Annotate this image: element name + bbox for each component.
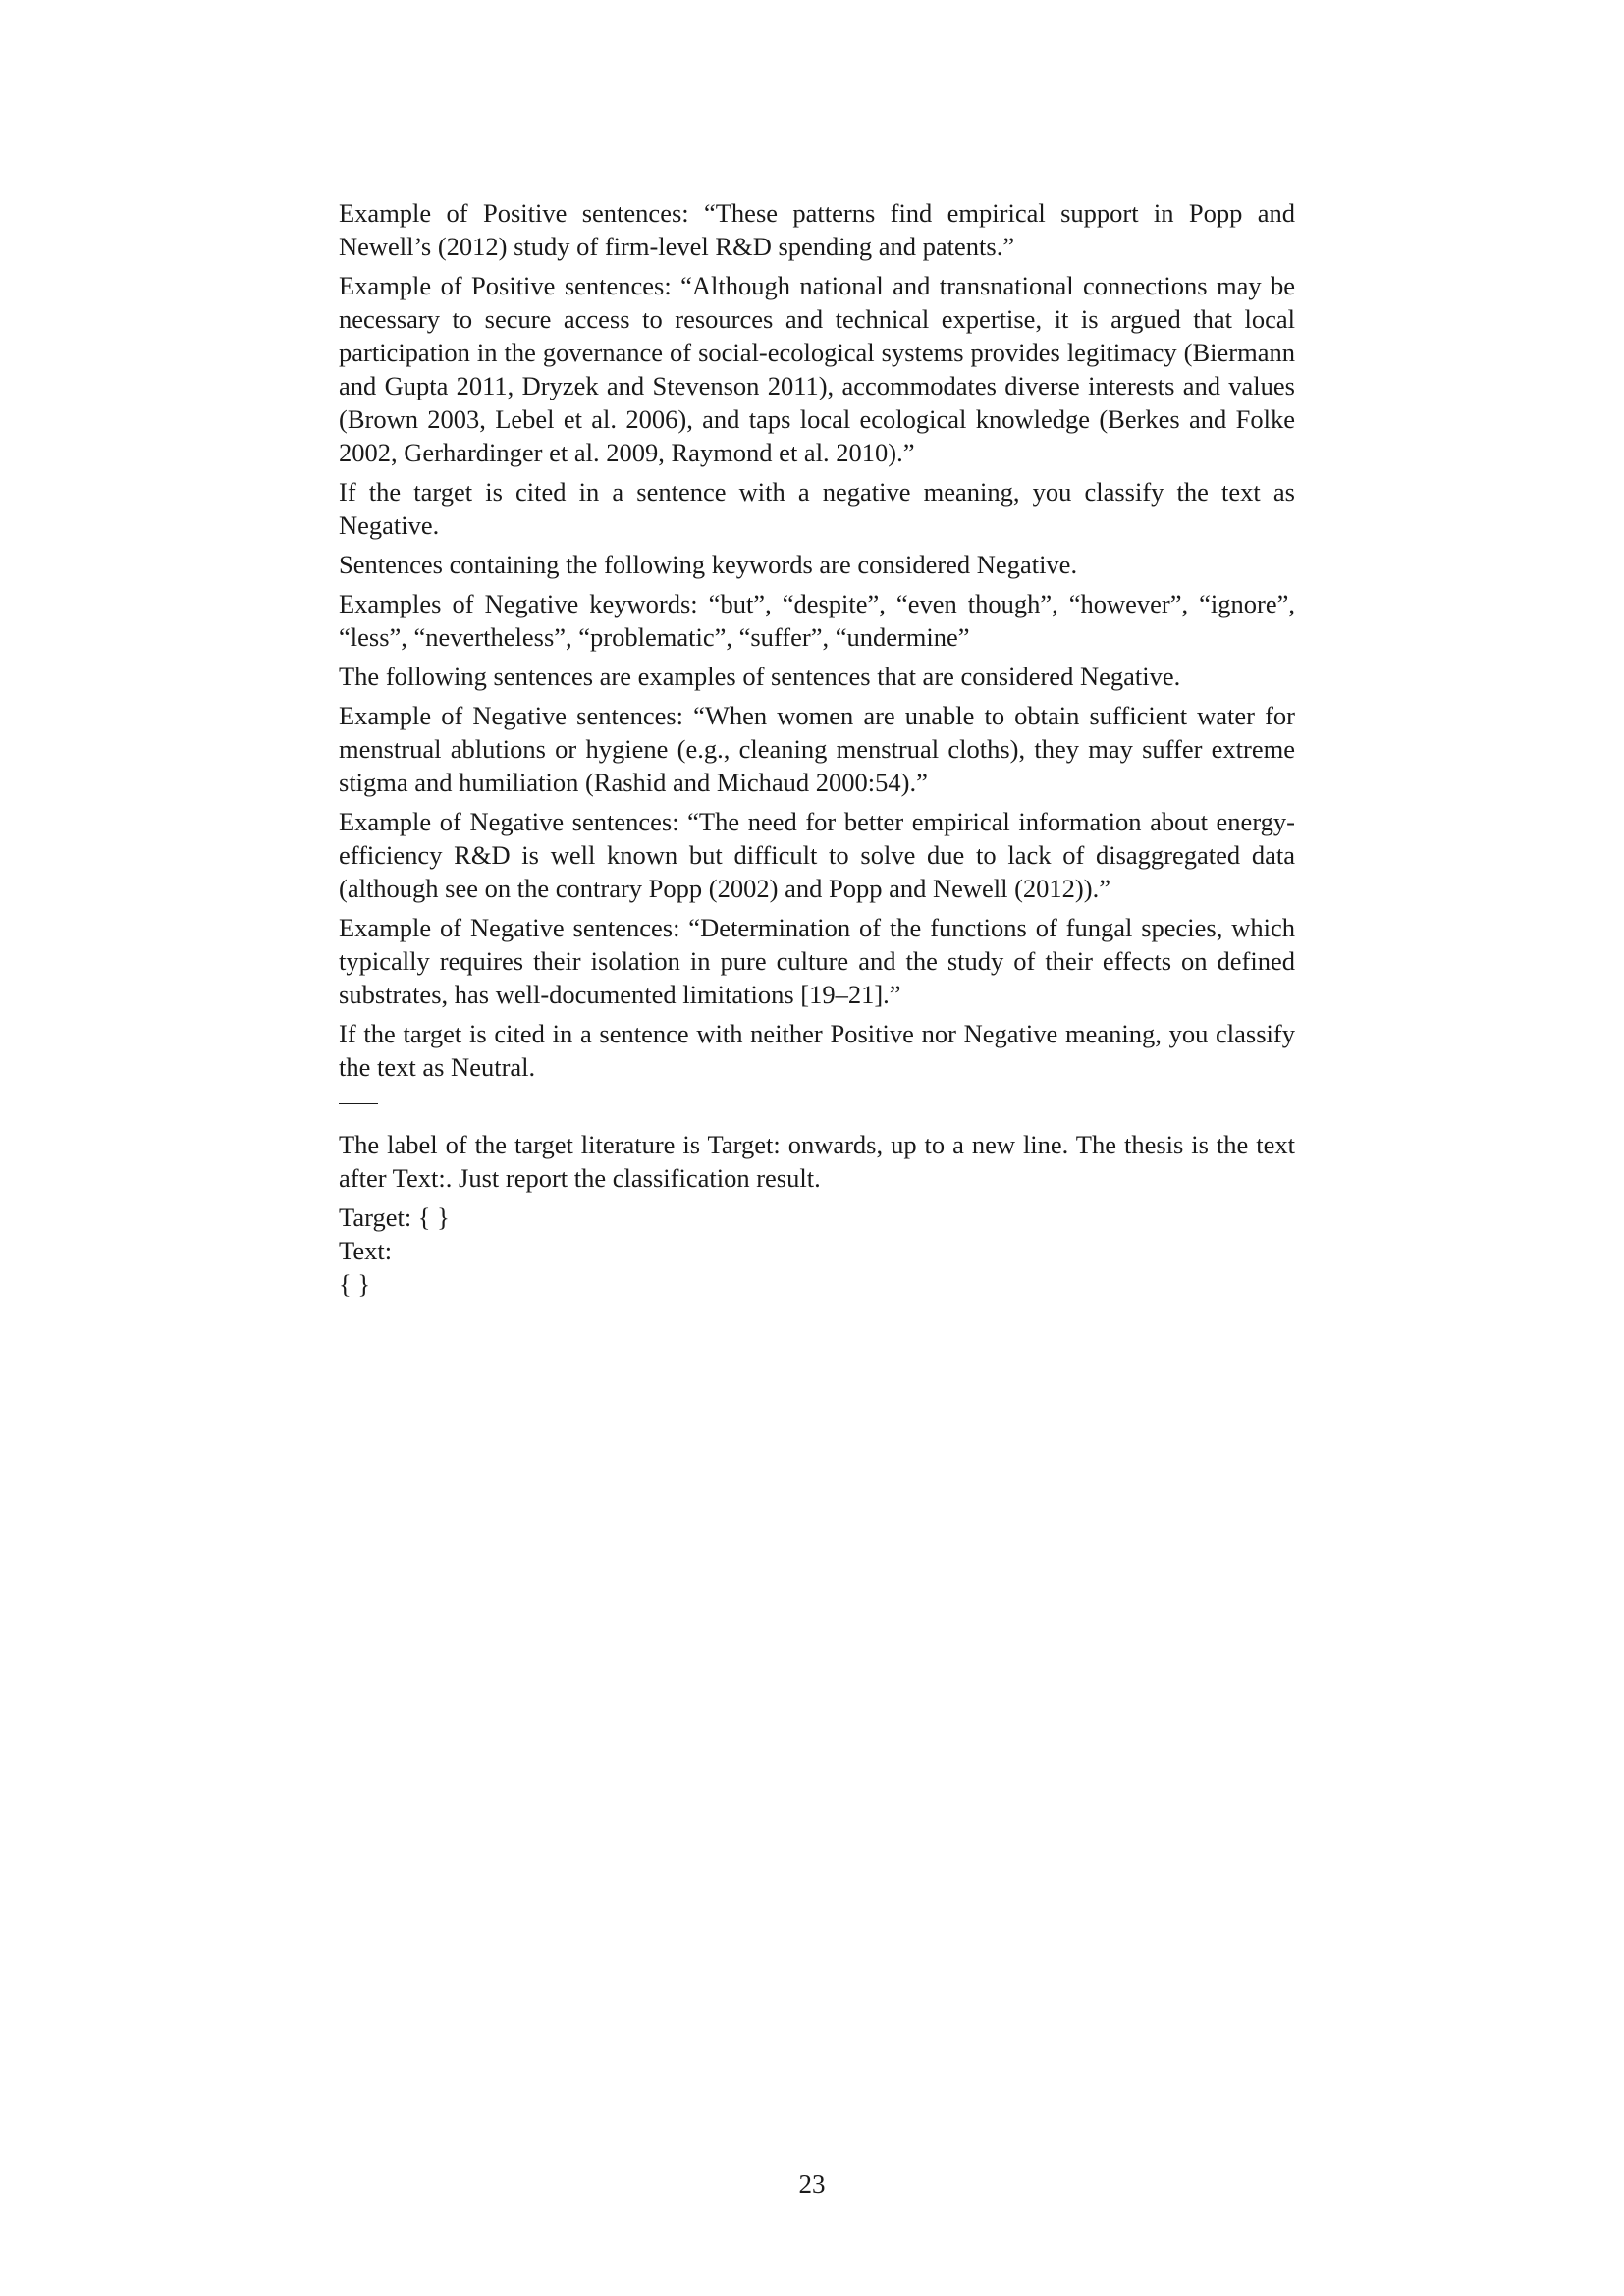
negative-example-paragraph: Example of Negative sentences: “Determination of the functions of fungal species, which typically requires their isolation in pure culture and the study of their effects on defined substrates, has well-documented limitations [19–21].”	[339, 913, 1295, 1009]
section-divider	[339, 1103, 378, 1104]
negative-example-paragraph: Example of Negative sentences: “The need for better empirical information about energy-efficiency R&D is well known but difficult to solve due to lack of disaggregated data (although see on the contrary Popp (2002) and Popp and Newell (2012)).”	[339, 807, 1295, 903]
negative-rule-paragraph: If the target is cited in a sentence with a negative meaning, you classify the text as Negative.	[339, 477, 1295, 540]
target-line: Target: { }	[339, 1202, 450, 1232]
negative-keywords-list: Examples of Negative keywords: “but”, “despite”, “even though”, “however”, “ignore”, “less”, “nevertheless”, “problematic”, “suffer”, “undermine”	[339, 589, 1295, 652]
text-placeholder: { }	[339, 1269, 371, 1299]
positive-example-paragraph: Example of Positive sentences: “These patterns find empirical support in Popp and Newell’s (2012) study of firm-level R&D spending and patents.”	[339, 198, 1295, 261]
document-body	[339, 196, 1295, 1301]
negative-examples-intro: The following sentences are examples of sentences that are considered Negative.	[339, 662, 1181, 691]
negative-keywords-intro: Sentences containing the following keywords are considered Negative.	[339, 550, 1078, 579]
negative-example-paragraph: Example of Negative sentences: “When women are unable to obtain sufficient water for menstrual ablutions or hygiene (e.g., cleaning menstrual cloths), they may suffer extreme stigma and humiliation (Rashid and Michaud 2000:54).”	[339, 701, 1295, 797]
positive-example-paragraph: Example of Positive sentences: “Although national and transnational connections may be necessary to secure access to resources and technical expertise, it is argued that local participation in the governance of social-ecological systems provides legitimacy (Biermann and Gupta 2011, Dryzek and Stevenson 2011), accommodates diverse interests and values (Brown 2003, Lebel et al. 2006), and taps local ecological knowledge (Berkes and Folke 2002, Gerhardinger et al. 2009, Raymond et al. 2010).”	[339, 271, 1295, 467]
neutral-rule-paragraph: If the target is cited in a sentence with neither Positive nor Negative meaning, you classify the text as Neutral.	[339, 1019, 1295, 1082]
page-number: 23	[798, 2169, 826, 2199]
instructions-paragraph: The label of the target literature is Target: onwards, up to a new line. The thesis is the text after Text:. Just report the classification result.	[339, 1130, 1295, 1193]
text-label: Text:	[339, 1236, 393, 1265]
